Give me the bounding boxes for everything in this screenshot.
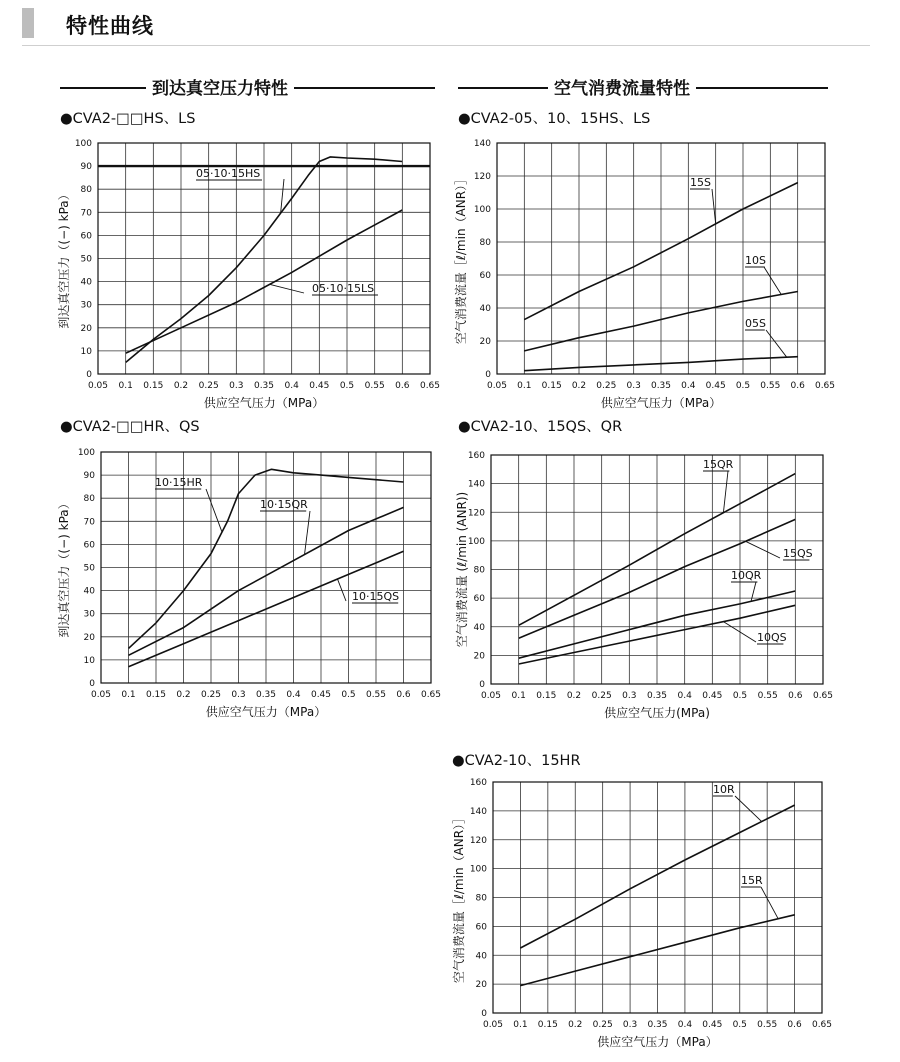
series-label-leader <box>206 489 222 532</box>
y-tick-label: 90 <box>80 162 92 173</box>
x-tick-label: 0.45 <box>310 690 332 700</box>
x-tick-label: 0.55 <box>757 691 778 701</box>
series-label-10·15HR: 10·15HR <box>155 476 203 489</box>
series-label-leader <box>746 541 780 558</box>
x-tick-label: 0.05 <box>486 381 508 391</box>
chart4-title: ●CVA2-10、15QS、QR <box>458 419 623 435</box>
y-tick-label: 10 <box>83 655 95 666</box>
series-label-leader <box>766 330 787 357</box>
left-section-title: 到达真空压力特性 <box>146 74 294 99</box>
y-tick-label: 60 <box>479 271 491 281</box>
x-tick-label: 0.55 <box>364 381 385 391</box>
y-tick-label: 60 <box>473 594 485 605</box>
series-label-leader <box>712 189 716 224</box>
y-axis-title: 到达真空压力（(−) kPa） <box>57 497 71 638</box>
right-section-title: 空气消费流量特性 <box>548 74 696 99</box>
y-tick-label: 40 <box>479 304 491 314</box>
x-axis-title: 供应空气压力（MPa） <box>203 396 325 410</box>
x-tick-label: 0.3 <box>231 690 246 700</box>
x-tick-label: 0.4 <box>677 691 692 701</box>
series-label-leader <box>338 579 347 601</box>
chart-3 <box>56 448 441 719</box>
chart-1 <box>56 139 440 410</box>
x-tick-label: 0.45 <box>702 1020 723 1030</box>
x-tick-label: 0.2 <box>176 690 191 700</box>
chart3-title: ●CVA2-□□HR、QS <box>60 419 200 435</box>
y-tick-label: 10 <box>80 346 92 357</box>
y-tick-label: 40 <box>473 622 485 633</box>
x-tick-label: 0.6 <box>396 690 411 700</box>
x-tick-label: 0.15 <box>541 381 562 391</box>
x-tick-label: 0.25 <box>591 691 612 701</box>
chart2-title: ●CVA2-05、10、15HS、LS <box>458 111 651 127</box>
y-axis-title: 空气消费流量 (ℓ/min (ANR)) <box>455 491 469 648</box>
x-tick-label: 0.15 <box>143 381 164 391</box>
x-tick-label: 0.6 <box>790 381 805 391</box>
y-tick-label: 80 <box>80 185 92 196</box>
x-tick-label: 0.65 <box>811 1020 833 1030</box>
x-tick-label: 0.45 <box>705 381 726 391</box>
x-tick-label: 0.1 <box>517 381 532 391</box>
x-axis-title: 供应空气压力(MPa) <box>604 706 710 720</box>
series-label-10·15QR: 10·15QR <box>260 498 308 511</box>
x-tick-label: 0.35 <box>647 1020 668 1030</box>
y-tick-label: 0 <box>481 1009 487 1019</box>
y-tick-label: 100 <box>467 536 485 547</box>
series-label-10S: 10S <box>745 254 766 267</box>
x-tick-label: 0.25 <box>200 690 222 700</box>
x-tick-label: 0.5 <box>732 1020 747 1030</box>
series-label-leader <box>735 796 762 822</box>
x-tick-label: 0.35 <box>253 381 275 391</box>
x-tick-label: 0.65 <box>419 381 441 391</box>
series-label-15R: 15R <box>741 874 763 887</box>
x-tick-label: 0.15 <box>537 1020 558 1030</box>
y-tick-label: 120 <box>473 172 491 182</box>
x-tick-label: 0.6 <box>395 381 410 391</box>
x-tick-label: 0.05 <box>90 690 112 700</box>
y-tick-label: 30 <box>83 609 95 620</box>
x-tick-label: 0.45 <box>309 381 330 391</box>
x-tick-label: 0.4 <box>284 381 299 391</box>
x-tick-label: 0.25 <box>592 1020 613 1030</box>
series-label-15QS: 15QS <box>783 547 813 560</box>
x-tick-label: 0.05 <box>87 381 109 391</box>
x-axis-title: 供应空气压力（MPa） <box>597 1035 718 1049</box>
y-tick-label: 50 <box>80 254 92 265</box>
y-tick-label: 160 <box>469 778 487 788</box>
y-tick-label: 60 <box>80 231 92 242</box>
x-tick-label: 0.55 <box>365 690 387 700</box>
x-tick-label: 0.3 <box>229 381 244 391</box>
x-tick-label: 0.6 <box>788 691 803 701</box>
y-tick-label: 100 <box>469 864 487 875</box>
y-tick-label: 50 <box>83 563 95 574</box>
y-tick-label: 30 <box>80 300 92 311</box>
y-axis-title: 空气消费流量［ℓ/min（ANR）］ <box>452 811 466 984</box>
y-tick-label: 100 <box>74 139 92 149</box>
x-tick-label: 0.5 <box>732 691 748 701</box>
x-tick-label: 0.25 <box>198 381 219 391</box>
y-tick-label: 20 <box>475 980 487 991</box>
y-tick-label: 20 <box>80 323 92 334</box>
y-tick-label: 120 <box>467 508 485 519</box>
x-tick-label: 0.35 <box>650 381 672 391</box>
x-tick-label: 0.1 <box>121 690 136 700</box>
series-label-leader <box>270 284 304 293</box>
y-axis-title: 到达真空压力（(−) kPa） <box>57 188 71 329</box>
y-tick-label: 70 <box>80 208 92 219</box>
series-label-10R: 10R <box>713 783 735 796</box>
y-tick-label: 40 <box>83 586 95 597</box>
x-tick-label: 0.2 <box>568 1020 583 1030</box>
series-label-05·10·15LS: 05·10·15LS <box>312 282 375 295</box>
y-tick-label: 100 <box>77 448 95 458</box>
y-tick-label: 40 <box>80 277 92 288</box>
series-label-15S: 15S <box>690 176 711 189</box>
x-tick-label: 0.4 <box>677 1020 693 1030</box>
y-tick-label: 90 <box>83 471 95 482</box>
x-tick-label: 0.2 <box>173 381 189 391</box>
y-tick-label: 0 <box>485 370 491 380</box>
x-tick-label: 0.05 <box>480 691 502 701</box>
series-label-leader <box>761 887 778 919</box>
chart-5 <box>451 778 832 1049</box>
x-tick-label: 0.1 <box>118 381 133 391</box>
x-tick-label: 0.55 <box>757 1020 778 1030</box>
y-tick-label: 140 <box>473 139 491 149</box>
x-axis-title: 供应空气压力（MPa） <box>205 705 327 719</box>
x-tick-label: 0.3 <box>622 691 637 701</box>
x-tick-label: 0.5 <box>339 381 355 391</box>
y-tick-label: 20 <box>479 337 491 347</box>
y-tick-label: 120 <box>469 835 487 846</box>
series-label-leader <box>764 267 781 294</box>
x-tick-label: 0.3 <box>622 1020 638 1030</box>
x-tick-label: 0.65 <box>812 691 834 701</box>
y-tick-label: 60 <box>83 540 95 551</box>
series-label-leader <box>723 471 728 513</box>
x-axis-title: 供应空气压力（MPa） <box>600 396 722 410</box>
series-label-05·10·15HS: 05·10·15HS <box>196 167 261 180</box>
y-tick-label: 0 <box>86 370 92 380</box>
y-tick-label: 70 <box>83 517 95 528</box>
x-tick-label: 0.25 <box>596 381 617 391</box>
y-tick-label: 20 <box>473 651 485 662</box>
x-tick-label: 0.4 <box>681 381 696 391</box>
series-label-10QR: 10QR <box>731 569 762 582</box>
y-tick-label: 0 <box>89 679 95 689</box>
y-tick-label: 140 <box>467 479 485 490</box>
x-tick-label: 0.45 <box>702 691 723 701</box>
page-heading: 特性曲线 <box>66 14 154 38</box>
x-tick-label: 0.05 <box>482 1020 504 1030</box>
x-tick-label: 0.65 <box>814 381 836 391</box>
x-tick-label: 0.5 <box>735 381 751 391</box>
chart-4 <box>454 451 833 720</box>
x-tick-label: 0.3 <box>626 381 641 391</box>
chart5-title: ●CVA2-10、15HR <box>452 753 581 769</box>
series-label-15QR: 15QR <box>703 458 734 471</box>
y-axis-title: 空气消费流量［ℓ/min（ANR）］ <box>454 172 468 345</box>
x-tick-label: 0.15 <box>536 691 557 701</box>
y-tick-label: 80 <box>475 893 487 904</box>
y-tick-label: 140 <box>469 806 487 817</box>
x-tick-label: 0.2 <box>566 691 582 701</box>
y-tick-label: 80 <box>479 238 491 248</box>
x-tick-label: 0.35 <box>255 690 277 700</box>
series-label-leader <box>305 511 311 555</box>
y-tick-label: 40 <box>475 951 487 962</box>
x-tick-label: 0.65 <box>420 690 442 700</box>
series-label-10QS: 10QS <box>757 631 787 644</box>
x-tick-label: 0.6 <box>787 1020 802 1030</box>
y-tick-label: 160 <box>467 451 485 461</box>
y-tick-label: 60 <box>475 922 487 933</box>
x-tick-label: 0.55 <box>760 381 781 391</box>
x-tick-label: 0.1 <box>511 691 526 701</box>
series-label-05S: 05S <box>745 317 766 330</box>
x-tick-label: 0.15 <box>145 690 167 700</box>
x-tick-label: 0.5 <box>341 690 356 700</box>
y-tick-label: 80 <box>83 494 95 505</box>
x-tick-label: 0.2 <box>571 381 587 391</box>
series-label-10·15QS: 10·15QS <box>352 590 400 603</box>
x-tick-label: 0.4 <box>286 690 301 700</box>
chart-2 <box>453 139 835 410</box>
y-tick-label: 20 <box>83 632 95 643</box>
chart1-title: ●CVA2-□□HS、LS <box>60 111 196 127</box>
y-tick-label: 80 <box>473 565 485 576</box>
y-tick-label: 100 <box>473 205 491 215</box>
x-tick-label: 0.1 <box>513 1020 528 1030</box>
x-tick-label: 0.35 <box>646 691 668 701</box>
y-tick-label: 0 <box>479 680 485 690</box>
